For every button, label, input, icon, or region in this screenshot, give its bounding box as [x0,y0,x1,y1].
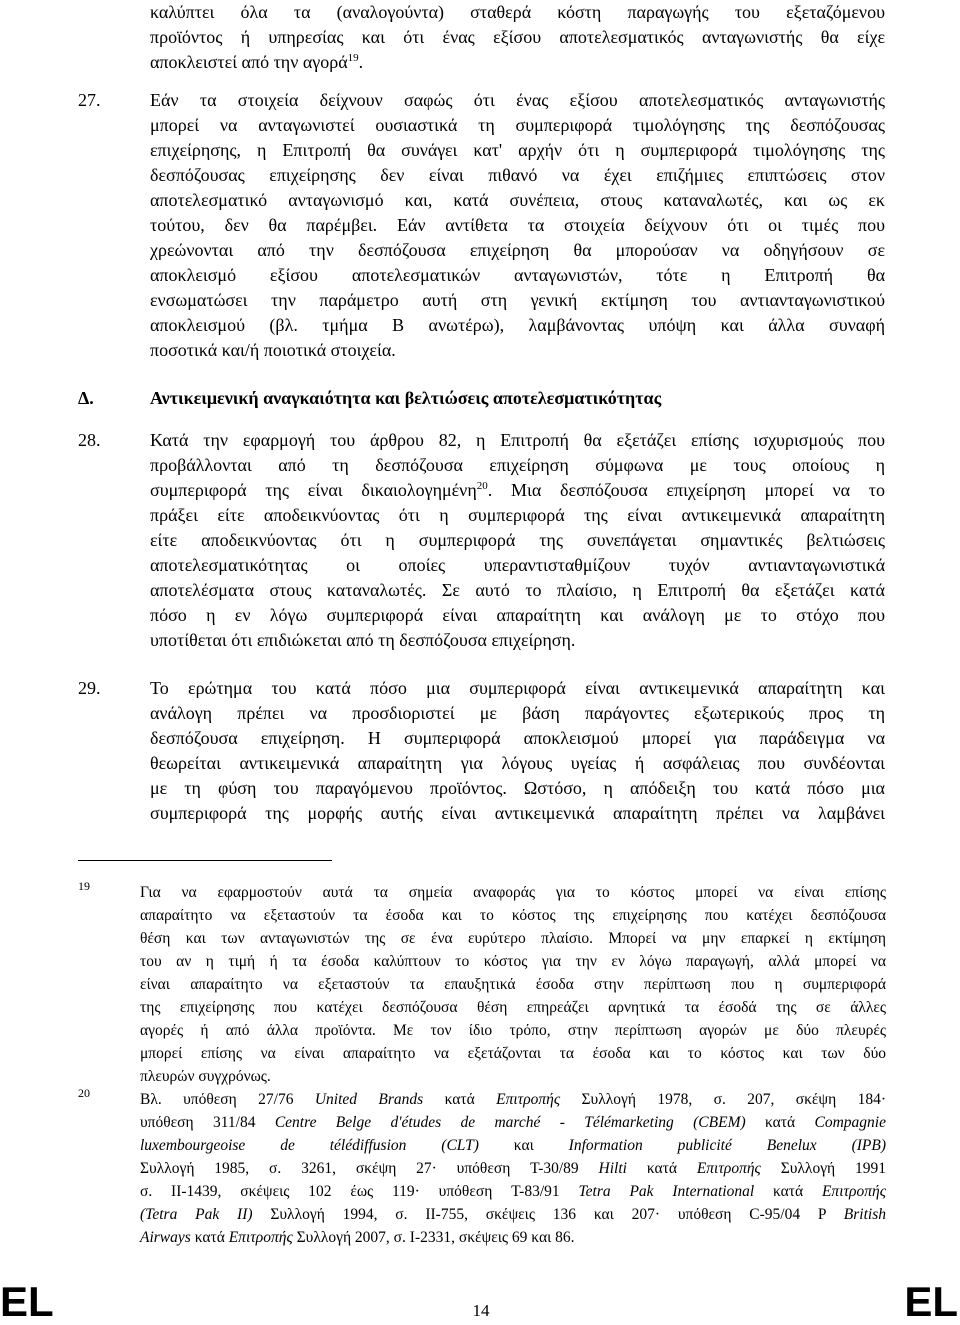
case-party-name: Airways [140,1229,191,1246]
section-title: Αντικειμενική αναγκαιότητα και βελτιώσεις αποτελεσματικότητας [150,388,662,408]
text-line: Το ερώτημα του κατά πόσο μια συμπεριφορά είναι αντικειμενικά απαραίτητη και [150,678,885,698]
text-line: αποτελέσματα στους καταναλωτές. Σε αυτό το πλαίσιο, η Επιτροπή θα εξετάζει κατά [150,580,885,600]
text-segment: συμπεριφορά της είναι δικαιολογημένη [150,480,477,500]
footnote-line [140,1203,886,1226]
text-line: αποτελεσματικότητας οι οποίες υπεραντισταθμίζουν τυχόν αντιανταγωνιστικά [150,555,885,575]
case-party-name: United Brands [314,1091,424,1108]
text-line: συμπεριφορά της μορφής αυτής είναι αντικειμενικά απαραίτητη πρέπει να λαμβάνει [150,803,885,823]
footnote-19 [140,881,886,1088]
paragraph-number: 28. [78,430,101,450]
footnote-line: απαραίτητο να εξεταστούν τα έσοδα και το κόστος της επιχείρησης που κατέχει δεσπόζουσα [140,907,886,924]
text-segment: Βλ. υπόθεση 27/76 [140,1091,315,1108]
text-line: είτε αποδεικνύοντας ότι η συμπεριφορά της συνεπάγεται σημαντικές βελτιώσεις [150,530,885,550]
paragraph-number: 27. [78,90,101,110]
text-segment: Συλλογή 1994, σ. II-755, σκέψεις 136 και 207· υπόθεση C-95/04 P [252,1206,844,1223]
text-line: δεσπόζουσα επιχείρηση. Η συμπεριφορά αποκλεισμού μπορεί για παράδειγμα να [150,728,885,748]
footnote-line [140,1134,886,1157]
case-party-name: Tetra Pak International [578,1183,755,1200]
language-code-left: EL [0,1278,54,1325]
text-segment: κατά [754,1183,822,1200]
text-line: δεσπόζουσας επιχείρησης δεν είναι πιθανό να έχει επιζήμιες επιπτώσεις στον [150,165,885,185]
case-party-name: Hilti [598,1160,627,1177]
footnote-line: της επιχείρησης που κατέχει δεσπόζουσα θέση επηρεάζει αρνητικά τα έσοδά της σε άλλες [140,999,886,1016]
text-segment: . Μια δεσπόζουσα επιχείρηση μπορεί να το [487,480,885,500]
text-line: τούτου, δεν θα παρέμβει. Εάν αντίθετα τα στοιχεία δείχνουν ότι οι τιμές που [150,215,885,235]
paragraph-27 [150,88,885,363]
case-party-name: luxembourgeoise de télédiffusion (CLT) [140,1137,479,1154]
text-segment: Συλλογή 1978, σ. 207, σκέψη 184· [560,1091,886,1108]
text-line: πόσο η εν λόγω συμπεριφορά είναι απαραίτητη και ανάλογη με το στόχο που [150,605,885,625]
text-segment: αποκλειστεί από την αγορά [150,52,348,72]
case-party-name: (Tetra Pak II) [140,1206,253,1223]
footnote-line: του αν η τιμή ή τα έσοδα καλύπτουν το κόστος για την εν λόγω παραγωγή, αλλά μπορεί να [140,953,886,970]
text-segment: Συλλογή 2007, σ. I-2331, σκέψεις 69 και 86. [292,1229,575,1246]
footnote-line: αγορές ή από άλλα προϊόντα. Με τον ίδιο τρόπο, στην περίπτωση αγορών με δύο πλευρές [140,1022,886,1039]
footnote-20 [140,1088,886,1249]
footnote-line [140,1157,886,1180]
text-line: ανάλογη πρέπει να προσδιοριστεί με βάση παράγοντες εξωτερικούς προς τη [150,703,885,723]
text-line [150,50,885,75]
text-line: αποκλεισμό εξίσου αποτελεσματικών ανταγωνιστών, τότε η Επιτροπή θα [150,265,885,285]
case-party-name: Information publicité Benelux (IPB) [568,1137,886,1154]
footnote-line: μπορεί επίσης να είναι απαραίτητο να εξετάζονται τα έσοδα και το κόστος και των δύο [140,1045,886,1062]
text-line: προβάλλονται από τη δεσπόζουσα επιχείρηση σύμφωνα με τους οποίους η [150,455,885,475]
language-code-right: EL [904,1278,958,1325]
case-party-name: Centre Belge d'études de marché - Télémarketing (CBEM) [274,1114,746,1131]
text-line: Κατά την εφαρμογή του άρθρου 82, η Επιτροπή θα εξετάζει επίσης ισχυρισμούς που [150,430,885,450]
footnote-number: 19 [78,879,90,893]
text-line: θεωρείται αντικειμενικά απαραίτητη για λόγους υγείας ή ασφάλειας που συνδέονται [150,753,885,773]
text-line: υποτίθεται ότι επιδιώκεται από τη δεσπόζουσα επιχείρηση. [150,630,576,650]
text-line: προϊόντος ή υπηρεσίας και ότι ένας εξίσου αποτελεσματικός ανταγωνιστής θα είχε [150,27,885,47]
footnote-number: 20 [78,1086,90,1100]
paragraph-29 [150,676,885,826]
text-segment: υπόθεση 311/84 [140,1114,275,1131]
text-segment: κατά [745,1114,815,1131]
footnote-ref-19: 19 [347,52,359,64]
footnote-line: είναι απαραίτητο να εξεταστούν τα επαυξητικά έσοδα στην περίπτωση που η συμπεριφορά [140,976,886,993]
case-party-name: Compagnie [814,1114,886,1131]
text-line: με τη φύση του παραγόμενου προϊόντος. Ωστόσο, η απόδειξη του κατά πόσο μια [150,778,885,798]
footnote-separator [78,860,332,861]
text-line: καλύπτει όλα τα (αναλογούντα) σταθερά κόστη παραγωγής του εξεταζόμενου [150,2,885,22]
text-line [150,478,885,503]
footnote-line [140,1111,886,1134]
text-line: Εάν τα στοιχεία δείχνουν σαφώς ότι ένας εξίσου αποτελεσματικός ανταγωνιστής [150,90,885,110]
case-party-name: Επιτροπής [228,1229,293,1246]
footnote-line [140,1088,886,1111]
text-line: επιχείρησης, η Επιτροπή θα συνάγει κατ' αρχήν ότι η συμπεριφορά τιμολόγησης της [150,140,885,160]
text-line: αποτελεσματικό ανταγωνισμό και, κατά συνέπεια, στους καταναλωτές, και ως εκ [150,190,885,210]
paragraph-28 [150,428,885,653]
text-segment: Συλλογή 1991 [760,1160,886,1177]
text-segment: κατά [190,1229,229,1246]
text-segment: και [478,1137,569,1154]
text-segment: κατά [626,1160,697,1177]
text-segment: . [358,52,364,72]
text-segment: Συλλογή 1985, σ. 3261, σκέψη 27· υπόθεση T-30/89 [140,1160,599,1177]
paragraph-continuation [150,0,885,75]
footnote-line: πλευρών συγχρόνως. [140,1068,271,1085]
section-heading [150,386,885,411]
text-segment: κατά [423,1091,497,1108]
case-party-name: Επιτροπής [496,1091,561,1108]
footnote-line: Για να εφαρμοστούν αυτά τα σημεία αναφοράς για το κόστος μπορεί να είναι επίσης [140,884,886,901]
footnote-ref-20: 20 [476,480,488,492]
case-party-name: Επιτροπής [696,1160,761,1177]
text-line: αποκλεισμού (βλ. τμήμα B ανωτέρω), λαμβάνοντας υπόψη και άλλα συναφή [150,315,885,335]
text-line: πράξει είτε αποδεικνύοντας ότι η συμπεριφορά της είναι αντικειμενικά απαραίτητη [150,505,885,525]
case-party-name: Επιτροπής [821,1183,886,1200]
footnote-line: θέση και των ανταγωνιστών της σε ένα ευρύτερο πλαίσιο. Μπορεί να μην επαρκεί η εκτίμηση [140,930,886,947]
text-line: χρεώνονται από την δεσπόζουσα επιχείρηση θα μπορούσαν να οδηγήσουν σε [150,240,885,260]
section-label: Δ. [78,388,94,408]
case-party-name: British [843,1206,886,1223]
text-segment: σ. II-1439, σκέψεις 102 έως 119· υπόθεση T-83/91 [140,1183,579,1200]
footnote-line [140,1180,886,1203]
paragraph-number: 29. [78,678,101,698]
page-number: 14 [472,1301,490,1320]
text-line: ενσωματώσει την παράμετρο αυτή στη γενική εκτίμηση του αντιανταγωνιστικού [150,290,885,310]
text-line: μπορεί να ανταγωνιστεί ουσιαστικά τη συμπεριφορά τιμολόγησης της δεσπόζουσας [150,115,885,135]
text-line: ποσοτικά και/ή ποιοτικά στοιχεία. [150,340,396,360]
footnote-line [140,1226,886,1249]
